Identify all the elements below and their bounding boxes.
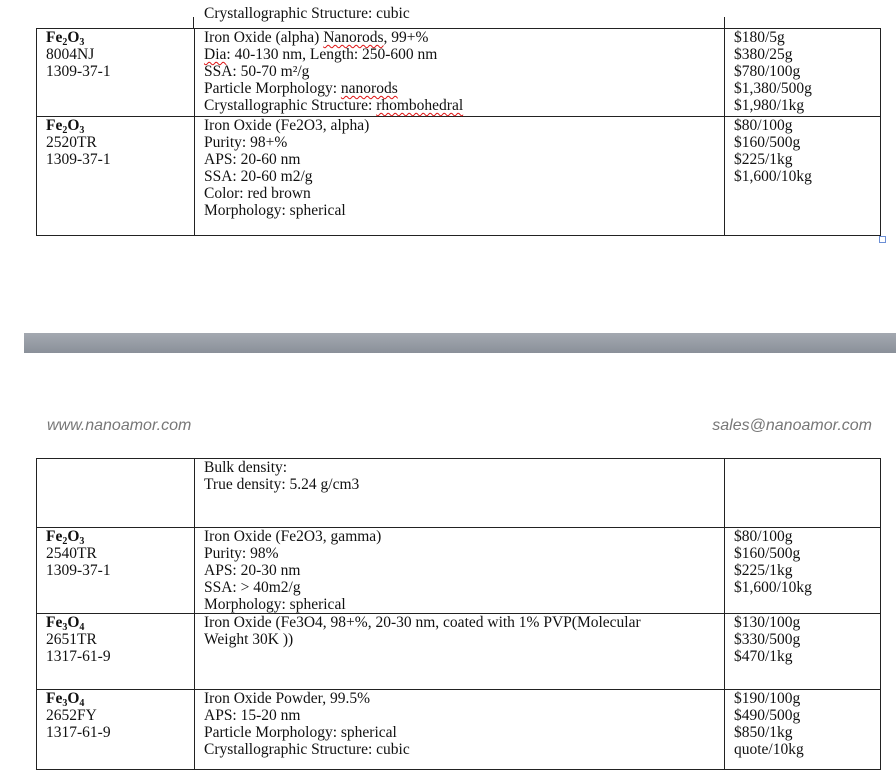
price: $180/5g (734, 29, 785, 46)
price-cell (725, 29, 881, 117)
desc-line: Morphology: spherical (204, 202, 346, 219)
cas-number: 1309-37-1 (46, 63, 111, 80)
table-row (37, 690, 881, 770)
desc-line: APS: 20-30 nm (204, 562, 301, 579)
desc-line: Weight 30K )) (204, 631, 294, 648)
table-row (37, 117, 881, 236)
page-top (0, 0, 896, 333)
desc-line: Color: red brown (204, 185, 311, 202)
price: $850/1kg (734, 724, 793, 741)
desc-line: Iron Oxide (Fe3O4, 98+%, 20-30 nm, coated with 1% PVP(Molecular (204, 614, 641, 631)
product-id-cell (37, 614, 195, 690)
description-cell (195, 459, 725, 528)
product-table-page1 (36, 28, 881, 236)
desc-line: APS: 15-20 nm (204, 707, 301, 724)
price: $160/500g (734, 545, 801, 562)
price: $190/100g (734, 690, 801, 707)
price: $1,600/10kg (734, 168, 812, 185)
desc-line: Crystallographic Structure: cubic (204, 741, 410, 758)
price-cell (725, 117, 881, 236)
desc-line: Particle Morphology: spherical (204, 724, 397, 741)
page-separator (24, 333, 896, 353)
product-id-cell (37, 117, 195, 236)
formula: $Fe_2O_3$ (46, 29, 85, 48)
price: $130/100g (734, 614, 801, 631)
desc-line: Particle Morphology: nanorods (204, 80, 398, 97)
price: $225/1kg (734, 151, 793, 168)
price: $470/1kg (734, 648, 793, 665)
product-id-cell (37, 528, 195, 614)
desc-line: Purity: 98+% (204, 134, 288, 151)
price: $1,980/1kg (734, 97, 805, 114)
product-code: 2651TR (46, 631, 97, 648)
description-cell (195, 29, 725, 117)
product-code: 2520TR (46, 134, 97, 151)
product-code: 2652FY (46, 707, 97, 724)
table-row (37, 459, 881, 528)
header-email[interactable]: sales@nanoamor.com (712, 417, 872, 434)
header-website[interactable]: www.nanoamor.com (47, 417, 192, 434)
price: $1,380/500g (734, 80, 812, 97)
description-cell (195, 614, 725, 690)
price: quote/10kg (734, 741, 804, 758)
product-table-page2 (36, 458, 881, 770)
table-row (37, 528, 881, 614)
formula: $Fe_3O_4$ (46, 614, 85, 633)
price: $780/100g (734, 63, 801, 80)
desc-line: Morphology: spherical (204, 596, 346, 613)
product-code: 2540TR (46, 545, 97, 562)
cut-line-clip (204, 0, 704, 22)
desc-line: Dia: 40-130 nm, Length: 250-600 nm (204, 46, 438, 63)
desc-line: APS: 20-60 nm (204, 151, 301, 168)
formula: $Fe_2O_3$ (46, 117, 85, 136)
cas-number: 1317-61-9 (46, 724, 111, 741)
price: $490/500g (734, 707, 801, 724)
desc-line: SSA: 50-70 m²/g (204, 63, 310, 80)
price: $1,600/10kg (734, 579, 812, 596)
table-row (37, 614, 881, 690)
cut-off-line: Crystallographic Structure: cubic (204, 5, 410, 22)
description-cell (195, 690, 725, 770)
cas-number: 1317-61-9 (46, 648, 111, 665)
price-cell (725, 614, 881, 690)
desc-line: Bulk density: (204, 459, 288, 476)
price: $380/25g (734, 46, 793, 63)
desc-line: SSA: > 40m2/g (204, 579, 301, 596)
cas-number: 1309-37-1 (46, 151, 111, 168)
desc-line: Crystallographic Structure: rhombohedral (204, 97, 464, 114)
price: $225/1kg (734, 562, 793, 579)
table-resize-handle[interactable] (879, 236, 886, 243)
price-cell (725, 459, 881, 528)
desc-line: True density: 5.24 g/cm3 (204, 476, 360, 493)
desc-line: Iron Oxide (Fe2O3, gamma) (204, 528, 382, 545)
product-id-cell (37, 459, 195, 528)
desc-line: SSA: 20-60 m2/g (204, 168, 313, 185)
table-row (37, 29, 881, 117)
product-code: 8004NJ (46, 46, 95, 63)
desc-line: Iron Oxide (alpha) Nanorods, 99+% (204, 29, 429, 46)
product-id-cell (37, 29, 195, 117)
formula: $Fe_2O_3$ (46, 528, 85, 547)
price: $80/100g (734, 117, 793, 134)
product-id-cell (37, 690, 195, 770)
price: $80/100g (734, 528, 793, 545)
price: $330/500g (734, 631, 801, 648)
desc-line: Purity: 98% (204, 545, 279, 562)
price: $160/500g (734, 134, 801, 151)
formula: $Fe_3O_4$ (46, 690, 85, 709)
description-cell (195, 117, 725, 236)
price-cell (725, 528, 881, 614)
desc-line: Iron Oxide Powder, 99.5% (204, 690, 370, 707)
desc-line: Iron Oxide (Fe2O3, alpha) (204, 117, 370, 134)
description-cell (195, 528, 725, 614)
price-cell (725, 690, 881, 770)
cas-number: 1309-37-1 (46, 562, 111, 579)
